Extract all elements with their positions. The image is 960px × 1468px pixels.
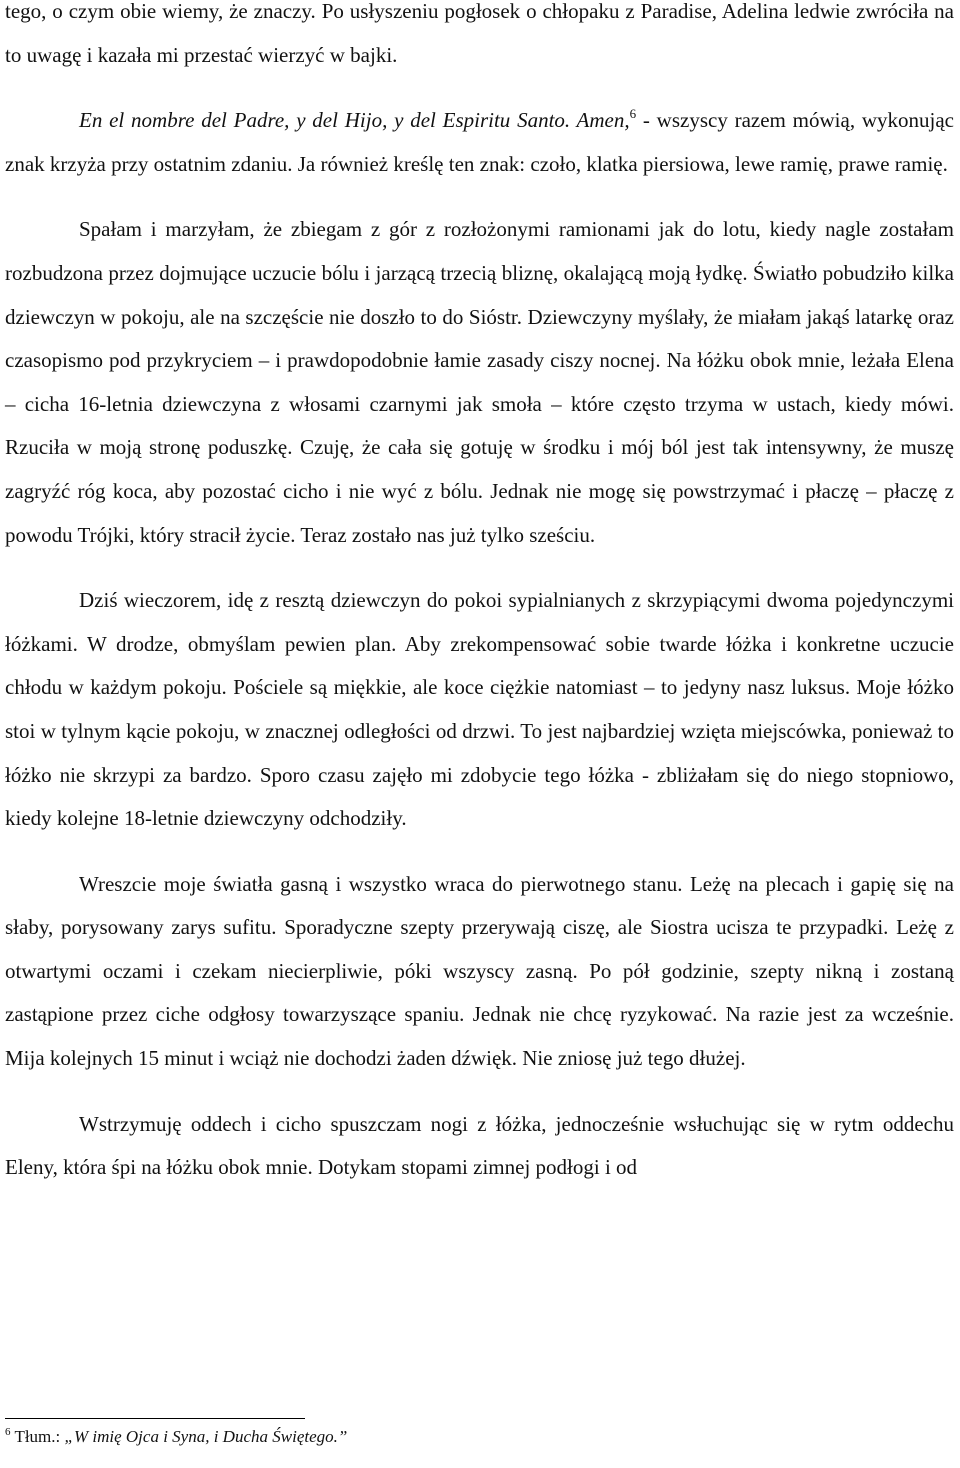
footnote-reference[interactable]: 6 xyxy=(629,106,637,122)
paragraph-5 xyxy=(5,863,954,1081)
paragraph-1 xyxy=(5,0,954,77)
paragraph-text: Dziś wieczorem, idę z resztą dziewczyn do pokoi sypialnianych z skrzypiącymi dwoma pojedynczymi łóżkami. W drodze, obmyślam pewien plan. Aby zrekompensować sobie twarde łóżka i konkretne uczucie chłodu w każdym pokoju. Pościele są miękkie, ale koce ciężkie natomiast – to jedyny nasz luksus. Moje łóżko stoi w tylnym kącie pokoju, w znacznej odległości od drzwi. To jest najbardziej wzięta miejscówka, ponieważ to łóżko nie skrzypi za bardzo. Sporo czasu zajęło mi zdobycie tego łóżka - zbliżałam się do niego stopniowo, kiedy kolejne 18-letnie dziewczyny odchodziły. xyxy=(5,588,954,831)
paragraph-text: - wszyscy razem mówią, wykonując znak krzyża przy ostatnim zdaniu. Ja również kreślę ten znak: czoło, klatka piersiowa, lewe ramię, prawe ramię. xyxy=(5,108,954,176)
paragraph-6 xyxy=(5,1103,954,1190)
paragraph-3 xyxy=(5,208,954,557)
paragraph-text: Spałam i marzyłam, że zbiegam z gór z rozłożonymi ramionami jak do lotu, kiedy nagle zostałam rozbudzona przez dojmujące uczucie bólu i jarzącą trzecią bliznę, okalającą moją łydkę. Światło pobudziło kilka dziewczyn w pokoju, ale na szczęście nie doszło to do Sióstr. Dziewczyny myślały, że miałam jakąś latarkę oraz czasopismo pod przykryciem – i prawdopodobnie łamie zasady ciszy nocnej. Na łóżku obok mnie, leżała Elena – cicha 16-letnia dziewczyna z włosami czarnymi jak smoła – które często trzyma w ustach, kiedy mówi. Rzuciła w moją stronę poduszkę. Czuję, że cała się gotuję w środku i mój ból jest tak intensywny, że muszę zagryźć róg koca, aby pozostać cicho i nie wyć z bólu. Jednak nie mogę się powstrzymać i płaczę – płaczę z powodu Trójki, który stracił życie. Teraz zostało nas już tylko sześciu. xyxy=(5,217,954,547)
paragraph-text: Wstrzymuję oddech i cicho spuszczam nogi z łóżka, jednocześnie wsłuchując się w rytm oddechu Eleny, która śpi na łóżku obok mnie. Dotykam stopami zimnej podłogi i od xyxy=(5,1111,954,1180)
paragraph-4 xyxy=(5,579,954,841)
footnote-separator xyxy=(5,1418,305,1419)
latin-prayer-italic: En el nombre del Padre, y del Hijo, y del Espiritu Santo. Amen, xyxy=(79,108,630,133)
paragraph-text: Wreszcie moje światła gasną i wszystko wraca do pierwotnego stanu. Leżę na plecach i gapię się na słaby, porysowany zarys sufitu. Sporadyczne szepty przerywają ciszę, ale Siostra ucisza te przypadki. Leżę z otwartymi oczami i czekam niecierpliwie, póki wszyscy zasną. Po pół godzinie, szepty nikną i zostaną zastąpione przez ciche odgłosy towarzyszące spaniu. Jednak nie chcę ryzykować. Na razie jest za wcześnie. Mija kolejnych 15 minut i wciąż nie dochodzi żaden dźwięk. Nie zniosę już tego dłużej. xyxy=(5,871,954,1071)
footnote-text: „W imię Ojca i Syna, i Ducha Świętego.” xyxy=(64,1427,348,1446)
body-text xyxy=(5,0,954,1190)
footnote-label: Tłum.: xyxy=(14,1427,61,1446)
paragraph-text: tego, o czym obie wiemy, że znaczy. Po usłyszeniu pogłosek o chłopaku z Paradise, Adelina ledwie zwróciła na to uwagę i kazała mi przestać wierzyć w bajki. xyxy=(5,0,954,67)
paragraph-2 xyxy=(5,99,954,186)
footnote xyxy=(5,1426,347,1448)
footnote-number: 6 xyxy=(5,1426,11,1438)
